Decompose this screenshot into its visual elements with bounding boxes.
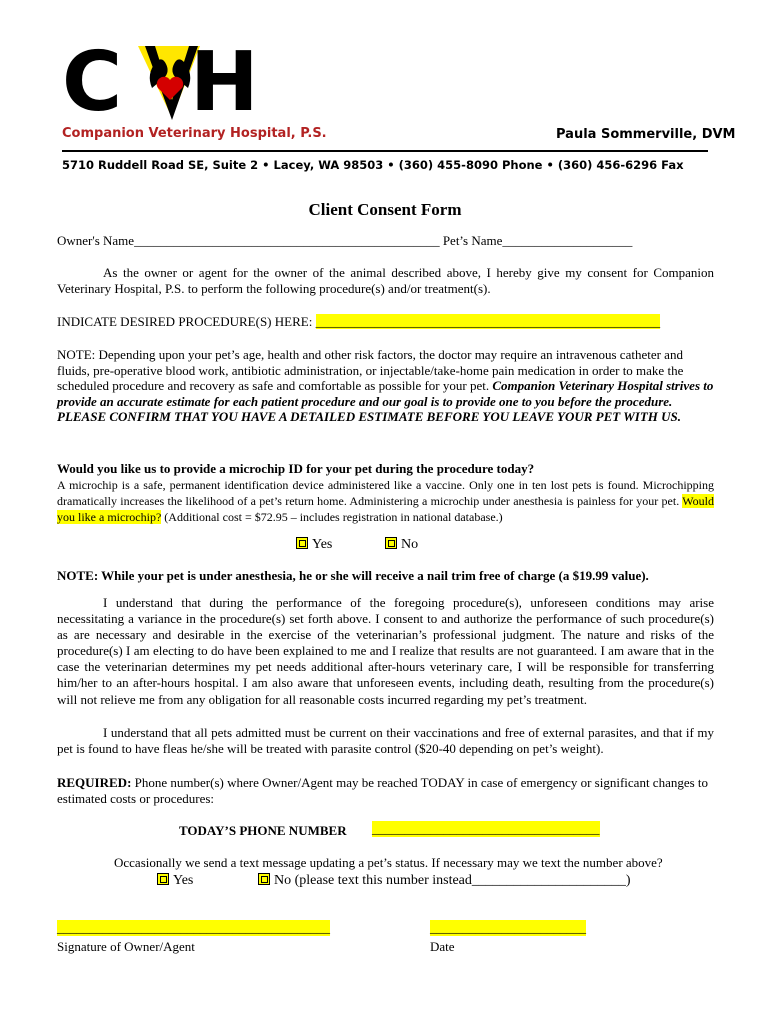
owner-pet-name-line[interactable]: Owner's Name_______________________________________________ Pet’s Name____________________ xyxy=(57,233,633,248)
procedure-input[interactable]: _____________________________________________________ xyxy=(315,314,661,329)
microchip-paragraph xyxy=(57,477,714,525)
text-question: Occasionally we send a text message updating a pet’s status. If necessary may we text the number above? xyxy=(114,855,663,870)
signature-input[interactable]: __________________________________________ xyxy=(57,920,330,935)
logo-letter-c: C xyxy=(62,35,119,130)
checkbox-icon[interactable] xyxy=(296,537,308,549)
phone-input[interactable]: ___________________________________ xyxy=(372,821,600,836)
microchip-yes-label: Yes xyxy=(312,537,333,552)
microchip-prompt: Would you like a microchip? xyxy=(57,494,714,524)
header-divider xyxy=(62,150,708,152)
microchip-question: Would you like us to provide a microchip ID for your pet during the procedure today? xyxy=(57,461,535,476)
logo-letter-h: H xyxy=(190,35,259,130)
microchip-no-option[interactable] xyxy=(385,537,418,553)
consent-paragraph: As the owner or agent for the owner of the animal described above, I hereby give my consent for Companion Veterinary Hospital, P.S. to perform the following procedure(s) and/or treatment(s). xyxy=(57,265,714,296)
text-no-label: No (please text this number instead______________________) xyxy=(274,873,631,888)
estimate-notice: Companion Veterinary Hospital strives to provide an accurate estimate for each patient procedure and our goal is to provide one to you before the procedure. PLEASE CONFIRM THAT YOU HAVE A DETAILED ESTIMATE BEFORE YOU LEAVE YOUR PET WITH US. xyxy=(57,378,714,425)
required-label: REQUIRED: xyxy=(57,775,132,790)
checkbox-icon[interactable] xyxy=(385,537,397,549)
procedure-label: INDICATE DESIRED PROCEDURE(S) HERE: xyxy=(57,314,316,329)
note-paragraph xyxy=(57,347,714,425)
understand-paragraph-1: I understand that during the performance of the foregoing procedure(s), unforeseen conditions may arise necessitating a variance in the procedure(s) set forth above. I consent to and authorize the performance of such procedure(s) as are necessary and desirable in the exercise of the veterinarian’s professional judgment. The nature and risks of the procedure(s) I am electing to do have been explained to me and I realize that results are not guaranteed. I am aware that in the case the veterinarian determines my pet needs additional after-hours veterinary care, I will be responsible for transferring him/her to an after-hours hospital. I am also aware that unforeseen events, including death, resulting from the procedure(s) will not relieve me from any obligation for all reasonable costs incurred regarding my pet’s treatment. xyxy=(57,595,714,707)
nail-trim-note: NOTE: While your pet is under anesthesia, he or she will receive a nail trim free of charge (a $19.99 value). xyxy=(57,568,649,583)
form-title: Client Consent Form xyxy=(308,200,462,219)
microchip-text: A microchip is a safe, permanent identification device administered like a vaccine. Only one in ten lost pets is found. Microchipping dramatically increases the likelihood of a pet’s return home. Administering a microchip under anesthesia is painless for your pet. xyxy=(57,478,714,508)
hospital-address: 5710 Ruddell Road SE, Suite 2 • Lacey, WA 98503 • (360) 455-8090 Phone • (360) 456-6296 Fax xyxy=(62,158,684,172)
text-yes-label: Yes xyxy=(173,873,194,888)
date-label: Date xyxy=(430,939,455,954)
understand-paragraph-2: I understand that all pets admitted must be current on their vaccinations and free of external parasites, and that if my pet is found to have fleas he/she will be treated with parasite control ($20-40 depending on pet’s weight). xyxy=(57,725,714,757)
required-paragraph xyxy=(57,775,714,806)
note-text: NOTE: Depending upon your pet’s age, health and other risk factors, the doctor may require an intravenous catheter and fluids, pre-operative blood work, antibiotic administration, or injectable/take-home pain medication in order to make the scheduled procedure and recovery as safe and comfortable as possible for your pet. xyxy=(57,347,684,394)
doctor-name: Paula Sommerville, DVM xyxy=(556,127,736,142)
microchip-cost: (Additional cost = $72.95 – includes registration in national database.) xyxy=(161,510,503,524)
required-text: Phone number(s) where Owner/Agent may be reached TODAY in case of emergency or significant changes to estimated costs or procedures: xyxy=(57,775,709,806)
checkbox-icon[interactable] xyxy=(258,873,270,885)
date-input[interactable]: ________________________ xyxy=(430,920,586,935)
microchip-yes-option[interactable] xyxy=(296,537,332,553)
signature-label: Signature of Owner/Agent xyxy=(57,939,195,954)
phone-label: TODAY’S PHONE NUMBER xyxy=(179,823,347,838)
checkbox-icon[interactable] xyxy=(157,873,169,885)
microchip-no-label: No xyxy=(401,537,419,552)
text-yes-option[interactable] xyxy=(157,873,193,889)
hospital-name: Companion Veterinary Hospital, P.S. xyxy=(62,126,327,141)
text-no-option[interactable] xyxy=(258,873,631,889)
procedure-line xyxy=(57,314,714,330)
